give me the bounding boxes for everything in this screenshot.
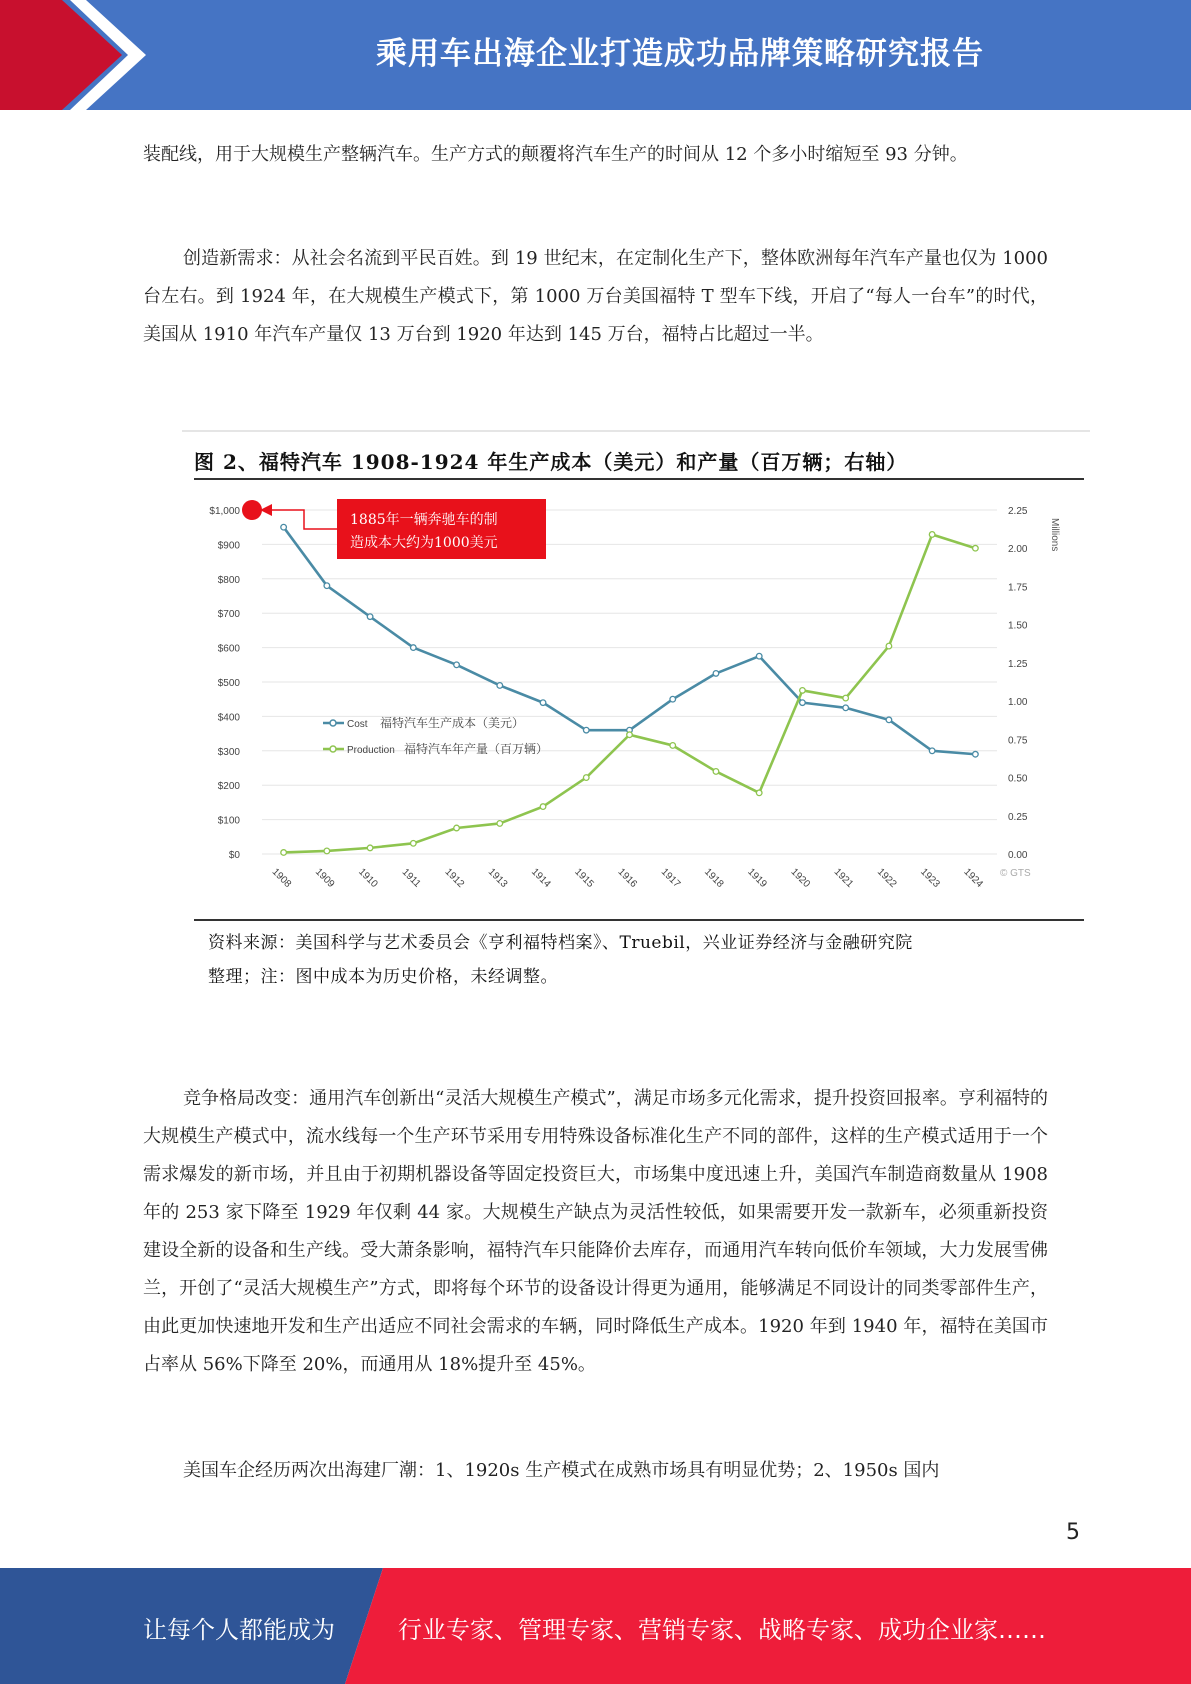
right-tick-label: 1.50 xyxy=(1008,620,1028,632)
figure-source-rule xyxy=(194,919,1084,921)
production-point xyxy=(670,743,676,749)
paragraph-assembly-line: 装配线，用于大规模生产整辆汽车。生产方式的颠覆将汽车生产的时间从 12 个多小时缩短至 93 分钟。 xyxy=(143,144,968,165)
right-tick-label: 2.25 xyxy=(1008,506,1028,517)
cost-point xyxy=(540,700,546,706)
left-tick-label: $900 xyxy=(217,540,240,552)
page-header xyxy=(0,0,1191,110)
production-point xyxy=(497,821,503,827)
left-tick-label: $700 xyxy=(217,609,240,621)
production-point xyxy=(281,850,287,856)
figure-source xyxy=(208,926,1078,994)
right-tick-label: 2.00 xyxy=(1008,544,1028,556)
cost-point xyxy=(324,583,330,589)
x-tick-label: 1915 xyxy=(572,866,596,890)
cost-point xyxy=(756,653,762,659)
paragraph-competition: 竞争格局改变：通用汽车创新出“灵活大规模生产模式”，满足市场多元化需求，提升投资回报率。亨利福特的大规模生产模式中，流水线每一个生产环节采用专用特殊设备标准化生产不同的部件，这样的生产模式适用于一个需求爆发的新市场，并且由于初期机器设备等固定投资巨大，市场集中度迅速上升，美国汽车制造商数量从 1908 年的 253 家下降至 1929 年仅剩 44 家。大规模生产缺点为灵活性较低，如果需要开发一款新车，必须重新投资建设全新的设备和生产线。受大萧条影响，福特汽车只能降价去库存，而通用汽车转向低价车领域，大力发展雪佛兰，开创了“灵活大规模生产”方式，即将每个环节的设备设计得更为通用，能够满足不同设计的同类零部件生产，由此更加快速地开发和生产出适应不同社会需求的车辆，同时降低生产成本。1920 年到 1940 年，福特在美国市占率从 56%下降至 20%，而通用从 18%提升至 45%。 xyxy=(143,1088,1048,1375)
production-point xyxy=(973,545,979,551)
left-axis-ticks xyxy=(209,506,240,861)
production-point xyxy=(540,804,546,810)
footer-slogan-left: 让每个人都能成为 xyxy=(143,1616,335,1644)
production-point xyxy=(843,695,849,701)
x-tick-label: 1911 xyxy=(399,866,423,890)
annotation-text-line1: 1885年一辆奔驰车的制 xyxy=(350,512,498,528)
right-tick-label: 1.00 xyxy=(1008,697,1028,709)
figure-ford-cost-production xyxy=(182,428,1090,996)
legend-production-name: Production xyxy=(347,745,395,756)
left-tick-label: $100 xyxy=(217,815,240,827)
right-tick-label: 1.75 xyxy=(1008,582,1028,594)
x-axis-ticks xyxy=(270,866,986,890)
figure-title-rule xyxy=(194,478,1084,480)
x-tick-label: 1921 xyxy=(831,866,856,890)
x-tick-label: 1919 xyxy=(745,866,769,890)
x-tick-label: 1917 xyxy=(658,866,683,890)
cost-point xyxy=(281,524,287,530)
production-point xyxy=(886,643,892,649)
cost-point xyxy=(583,727,589,733)
x-tick-label: 1910 xyxy=(356,866,380,890)
left-tick-label: $600 xyxy=(217,643,240,655)
page-number: 5 xyxy=(1066,1520,1080,1545)
production-point xyxy=(756,790,762,796)
right-tick-label: 1.25 xyxy=(1008,658,1028,670)
figure-top-border xyxy=(182,430,1090,432)
production-point xyxy=(367,845,373,851)
left-tick-label: $400 xyxy=(217,712,240,724)
cost-point xyxy=(800,700,806,706)
x-tick-label: 1912 xyxy=(442,866,467,890)
chart-gridlines xyxy=(262,510,997,854)
production-line xyxy=(284,534,976,852)
chart-watermark: © GTS xyxy=(1000,868,1031,879)
right-tick-label: 0.50 xyxy=(1008,773,1028,785)
production-point xyxy=(411,840,417,846)
x-tick-label: 1909 xyxy=(312,866,337,890)
x-tick-label: 1922 xyxy=(874,866,899,890)
annotation-text-line2: 造成本大约为1000美元 xyxy=(350,535,498,551)
cost-point xyxy=(497,683,503,689)
paragraph-overseas: 美国车企经历两次出海建厂潮：1、1920s 生产模式在成熟市场具有明显优势；2、1950s 国内 xyxy=(183,1460,940,1481)
legend-cost-name: Cost xyxy=(347,719,368,730)
production-point xyxy=(324,848,330,854)
footer-slogan-right: 行业专家、管理专家、营销专家、战略专家、成功企业家…… xyxy=(398,1616,1046,1644)
cost-point xyxy=(411,645,417,651)
cost-point xyxy=(454,662,460,668)
cost-point xyxy=(367,614,373,620)
right-tick-label: 0.25 xyxy=(1008,811,1028,823)
cost-point xyxy=(973,751,979,757)
production-point xyxy=(929,532,935,538)
legend-production-label: 福特汽车年产量（百万辆） xyxy=(404,742,549,756)
cost-point xyxy=(886,717,892,723)
series-production xyxy=(281,532,978,856)
cost-point xyxy=(670,696,676,702)
x-tick-label: 1914 xyxy=(529,866,553,890)
x-tick-label: 1923 xyxy=(918,866,942,890)
right-tick-label: 0.75 xyxy=(1008,735,1028,747)
left-tick-label: $1,000 xyxy=(209,506,240,517)
production-point xyxy=(800,688,806,694)
figure-source-line2: 整理；注：图中成本为历史价格，未经调整。 xyxy=(208,967,558,987)
cost-point xyxy=(843,705,849,711)
chart-legend xyxy=(323,715,548,756)
figure-title: 图 2、福特汽车 1908-1924 年生产成本（美元）和产量（百万辆；右轴） xyxy=(194,450,908,474)
right-tick-label: 0.00 xyxy=(1008,850,1028,861)
production-point xyxy=(583,775,589,781)
line-chart xyxy=(182,483,1090,913)
x-tick-label: 1913 xyxy=(485,866,510,890)
cost-point xyxy=(713,671,719,677)
annotation xyxy=(242,499,546,559)
x-tick-label: 1924 xyxy=(961,866,985,890)
production-point xyxy=(713,769,719,775)
right-axis-label: Millions xyxy=(1049,518,1060,552)
figure-source-line1: 资料来源：美国科学与艺术委员会《亨利福特档案》、Truebil，兴业证券经济与金融研究院 xyxy=(208,933,913,953)
legend-cost-label: 福特汽车生产成本（美元） xyxy=(380,716,525,730)
production-point xyxy=(627,732,633,738)
left-tick-label: $800 xyxy=(217,574,240,586)
paragraph-new-demand: 创造新需求：从社会名流到平民百姓。到 19 世纪末，在定制化生产下，整体欧洲每年汽车产量也仅为 1000 台左右。到 1924 年，在大规模生产模式下，第 1000 万台美国福特 T 型车下线，开启了“每人一台车”的时代，美国从 1910 年汽车产量仅 13 万台到 1920 年达到 145 万台，福特占比超过一半。 xyxy=(143,248,1048,345)
annotation-marker xyxy=(242,500,262,520)
x-tick-label: 1916 xyxy=(615,866,640,890)
annotation-arrowhead xyxy=(260,504,272,516)
right-axis-ticks xyxy=(1008,506,1028,861)
x-tick-label: 1920 xyxy=(788,866,812,890)
left-tick-label: $300 xyxy=(217,746,240,758)
left-tick-label: $500 xyxy=(217,678,240,689)
production-point xyxy=(454,825,460,831)
report-title: 乘用车出海企业打造成功品牌策略研究报告 xyxy=(376,36,984,72)
x-tick-label: 1908 xyxy=(269,866,294,890)
cost-point xyxy=(929,748,935,754)
left-tick-label: $0 xyxy=(228,850,240,861)
left-tick-label: $200 xyxy=(217,781,240,793)
x-tick-label: 1918 xyxy=(701,866,726,890)
